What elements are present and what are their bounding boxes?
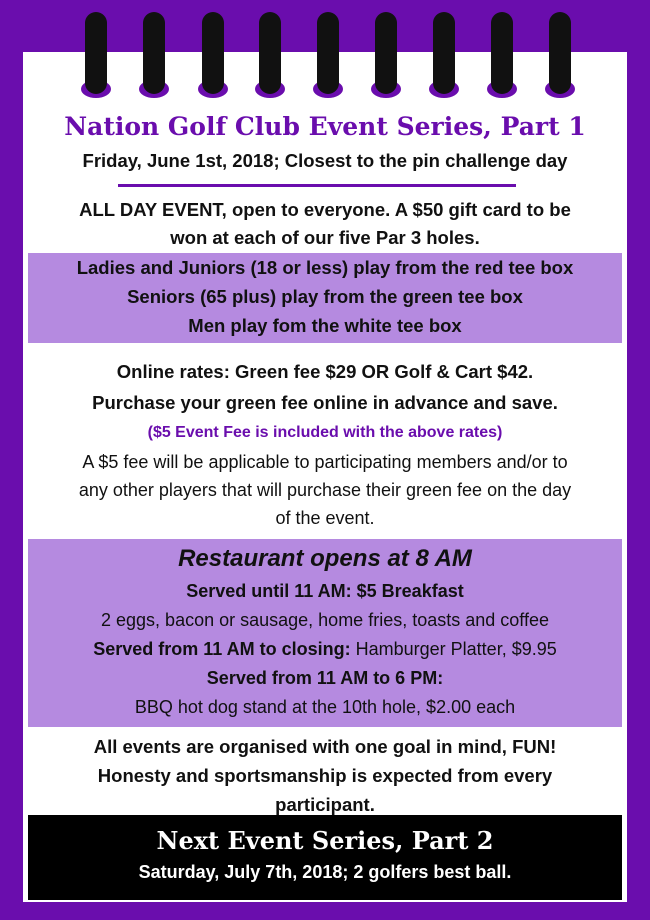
- rates-line: Online rates: Green fee $29 OR Golf & Cart $42.: [116, 361, 534, 382]
- tee-box-section: [28, 253, 622, 343]
- hotdog-heading: Served from 11 AM to 6 PM:: [206, 668, 444, 688]
- event-title: Nation Golf Club Event Series, Part 1: [64, 112, 586, 141]
- platter-label: Served from 11 AM to closing:: [93, 639, 351, 659]
- next-event-subtitle: Saturday, July 7th, 2018; 2 golfers best ball.: [138, 862, 512, 882]
- platter-text: Hamburger Platter, $9.95: [350, 639, 557, 659]
- closing-line: participant.: [275, 794, 375, 815]
- event-subtitle: Friday, June 1st, 2018; Closest to the pin challenge day: [82, 150, 568, 171]
- hotdog-text: BBQ hot dog stand at the 10th hole, $2.00 each: [134, 697, 516, 717]
- platter-line: [28, 635, 622, 664]
- binding-ring-icon: [85, 12, 107, 94]
- intro-line: ALL DAY EVENT, open to everyone. A $50 gift card to be: [79, 199, 571, 220]
- breakfast-heading: Served until 11 AM: $5 Breakfast: [186, 581, 464, 601]
- restaurant-title: Restaurant opens at 8 AM: [178, 545, 472, 572]
- binding-ring-icon: [433, 12, 455, 94]
- fee-line: A $5 fee will be applicable to participating members and/or to: [82, 452, 568, 472]
- event-fee-note: ($5 Event Fee is included with the above rates): [147, 424, 503, 441]
- closing-line: Honesty and sportsmanship is expected from every: [97, 765, 553, 786]
- rates-section: [28, 356, 622, 532]
- binding-ring-icon: [375, 12, 397, 94]
- binding-ring-icon: [549, 12, 571, 94]
- breakfast-items: 2 eggs, bacon or sausage, home fries, toasts and coffee: [101, 610, 549, 630]
- title-divider: [118, 184, 516, 187]
- binding-ring-icon: [259, 12, 281, 94]
- intro-text: [28, 196, 622, 252]
- restaurant-section: [28, 539, 622, 727]
- next-event-banner: [28, 815, 622, 900]
- fee-line: any other players that will purchase their green fee on the day: [78, 480, 572, 500]
- tee-line-men: Men play fom the white tee box: [188, 315, 462, 336]
- binding-ring-icon: [317, 12, 339, 94]
- next-event-title: Next Event Series, Part 2: [156, 826, 494, 855]
- closing-text: [28, 732, 622, 819]
- binding-ring-icon: [143, 12, 165, 94]
- intro-line: won at each of our five Par 3 holes.: [170, 227, 480, 248]
- closing-line: All events are organised with one goal in mind, FUN!: [93, 736, 557, 757]
- fee-line: of the event.: [275, 508, 375, 528]
- tee-line-ladies: Ladies and Juniors (18 or less) play from the red tee box: [76, 257, 574, 278]
- tee-line-seniors: Seniors (65 plus) play from the green tee box: [127, 286, 523, 307]
- binding-ring-icon: [202, 12, 224, 94]
- rates-line: Purchase your green fee online in advance and save.: [92, 392, 558, 413]
- binding-ring-icon: [491, 12, 513, 94]
